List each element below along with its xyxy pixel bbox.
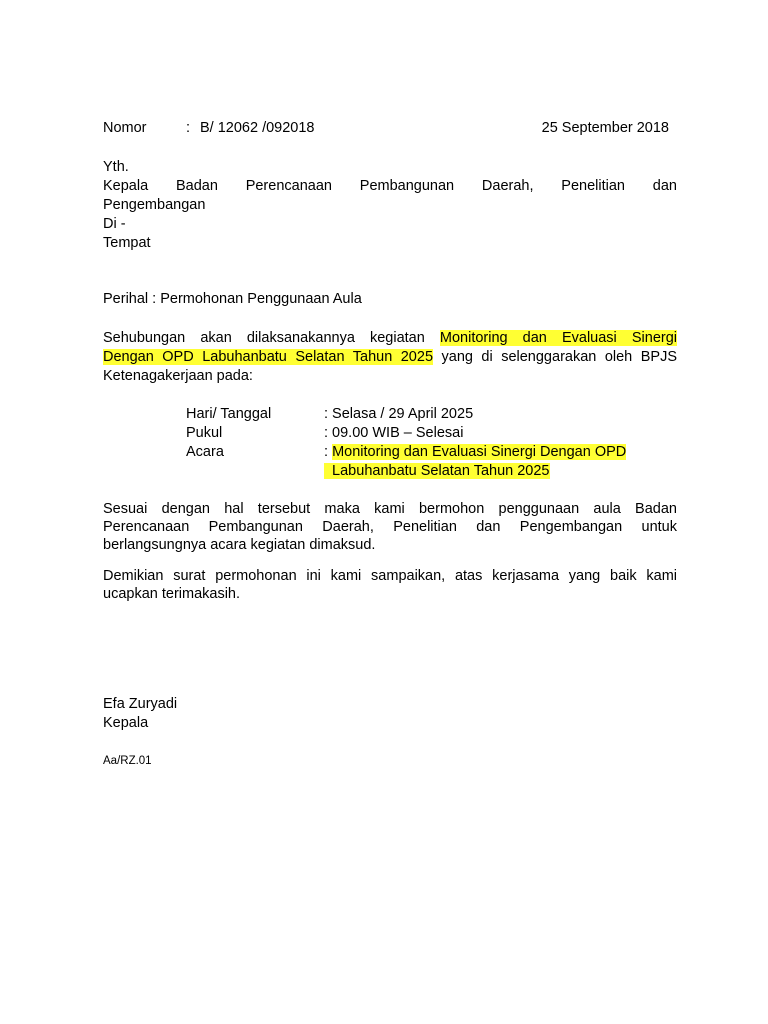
detail-label-acara: Acara bbox=[186, 444, 224, 460]
detail-label-pukul: Pukul bbox=[186, 425, 223, 441]
highlighted-event-name-part-1: Monitoring dan Evaluasi Sinergi bbox=[439, 330, 677, 346]
paragraph-1-line-2 bbox=[103, 348, 677, 367]
perihal-line: Perihal : Permohonan Penggunaan Aula bbox=[103, 291, 362, 307]
signature-title: Kepala bbox=[103, 715, 149, 731]
detail-value-acara-highlight-1: Monitoring dan Evaluasi Sinergi Dengan OPD bbox=[332, 444, 627, 460]
detail-label-hari-tanggal: Hari/ Tanggal bbox=[186, 406, 272, 422]
paragraph-2-line-2: Perencanaan Pembangunan Daerah, Penelitian dan Pengembangan untuk bbox=[103, 519, 677, 535]
detail-value-pukul: : 09.00 WIB – Selesai bbox=[324, 425, 464, 441]
letter-date: 25 September 2018 bbox=[541, 120, 669, 136]
highlighted-event-name-part-2: Dengan OPD Labuhanbatu Selatan Tahun 2025 bbox=[103, 349, 434, 365]
paragraph-1-line-1-plain: Sehubungan akan dilaksanakannya kegiatan bbox=[103, 330, 440, 346]
nomor-colon: : bbox=[186, 120, 191, 136]
detail-value-acara-line-1 bbox=[324, 444, 626, 460]
recipient-di: Di - bbox=[103, 216, 126, 232]
detail-value-hari-tanggal: : Selasa / 29 April 2025 bbox=[324, 406, 474, 422]
paragraph-2-line-3: berlangsungnya acara kegiatan dimaksud. bbox=[103, 537, 376, 553]
recipient-line-1: Kepala Badan Perencanaan Pembangunan Daerah, Penelitian dan bbox=[103, 178, 677, 194]
paragraph-1-line-3: Ketenagakerjaan pada: bbox=[103, 368, 253, 384]
paragraph-3-line-1: Demikian surat permohonan ini kami sampaikan, atas kerjasama yang baik kami bbox=[103, 568, 677, 584]
reference-code: Aa/RZ.01 bbox=[103, 755, 152, 767]
detail-value-acara-line-2: Labuhanbatu Selatan Tahun 2025 bbox=[324, 463, 550, 479]
signature-name: Efa Zuryadi bbox=[103, 696, 178, 712]
paragraph-2-line-1: Sesuai dengan hal tersebut maka kami bermohon penggunaan aula Badan bbox=[103, 501, 677, 517]
recipient-line-2: Pengembangan bbox=[103, 197, 206, 213]
nomor-value: B/ 12062 /092018 bbox=[200, 120, 315, 136]
recipient-yth: Yth. bbox=[103, 159, 129, 175]
recipient-tempat: Tempat bbox=[103, 235, 151, 251]
paragraph-1-line-2-plain: yang di selenggarakan oleh BPJS bbox=[433, 349, 677, 365]
paragraph-1-line-1 bbox=[103, 329, 677, 348]
nomor-label: Nomor bbox=[103, 120, 147, 136]
paragraph-3-line-2: ucapkan terimakasih. bbox=[103, 586, 241, 602]
detail-value-acara-colon: : bbox=[324, 444, 333, 460]
